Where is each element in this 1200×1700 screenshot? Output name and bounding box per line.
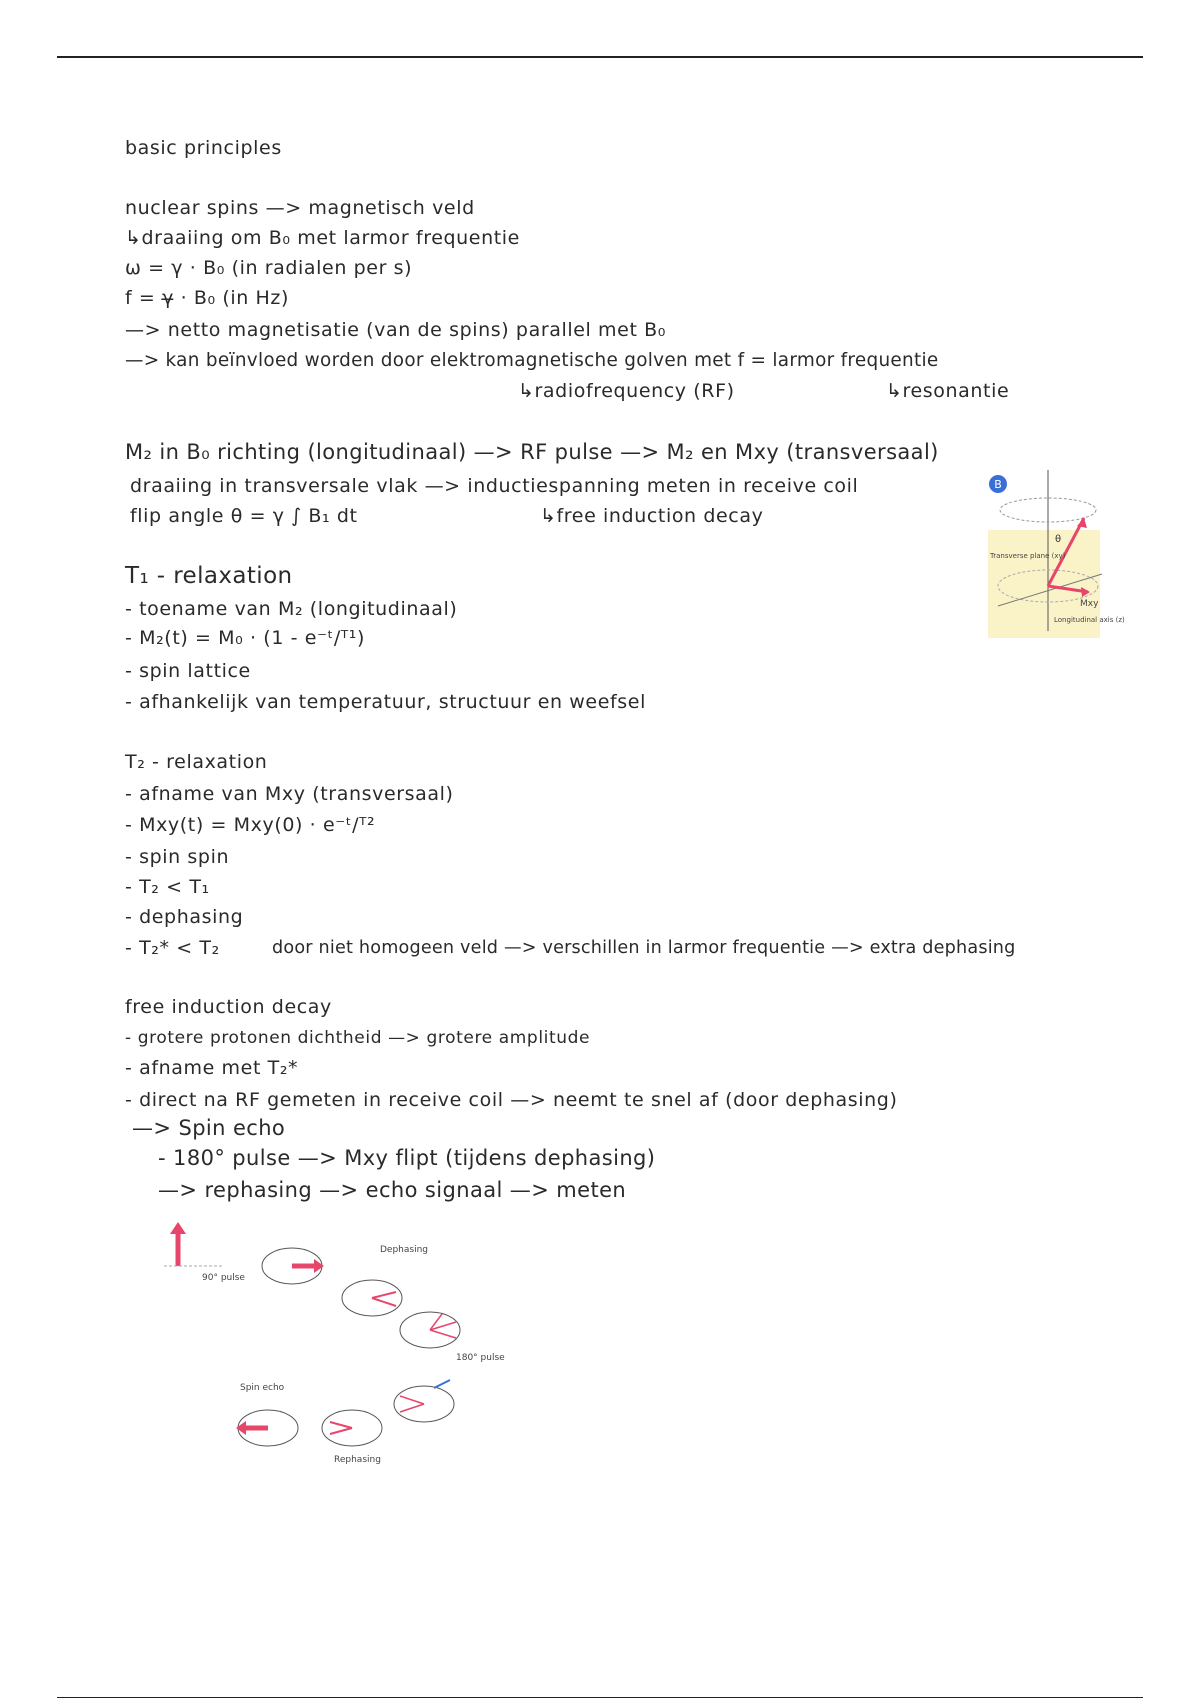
badge-label: B [994, 478, 1002, 491]
t2-bullet-1: - afname van Mxy (transversaal) [125, 783, 454, 805]
spin-arrow-2b [372, 1298, 396, 1306]
intro-line-3: ω = γ · B₀ (in radialen per s) [125, 257, 413, 279]
dephasing-label: Dephasing [380, 1245, 429, 1255]
intro-line-4: f = γ̶ · B₀ (in Hz) [125, 287, 289, 309]
rf-line-2: draaiing in transversale vlak —> inductiespanning meten in receive coil [130, 475, 859, 497]
fid-bullet-4: —> Spin echo [132, 1116, 286, 1140]
pulse-180-arrow [434, 1380, 450, 1388]
spin-arrow-5a [330, 1422, 352, 1428]
t2-bullet-5: - dephasing [125, 906, 244, 928]
t2-bullet-6-note: door niet homogeen veld —> verschillen in larmor frequentie —> extra dephasing [272, 938, 1016, 958]
spin-echo-label: Spin echo [240, 1383, 285, 1393]
pulse-90-label: 90° pulse [202, 1273, 245, 1283]
magnetization-diagram [984, 466, 1125, 638]
t1-bullet-2: - M₂(t) = M₀ · (1 - e⁻ᵗ/ᵀ¹) [125, 627, 366, 649]
spin-arrow-5b [330, 1428, 352, 1434]
intro-line-2: ↳draaiing om B₀ met larmor frequentie [125, 227, 520, 249]
initial-magnetization-arrowhead [170, 1222, 186, 1234]
spin-arrow-4b [400, 1404, 424, 1412]
spin-arrowhead-1 [314, 1259, 324, 1273]
intro-line-1: nuclear spins —> magnetisch veld [125, 197, 475, 219]
rf-line-1: M₂ in B₀ richting (longitudinaal) —> RF pulse —> M₂ en Mxy (transversaal) [125, 440, 939, 464]
fid-bullet-2: - afname met T₂* [125, 1057, 299, 1079]
top-rule [57, 56, 1143, 58]
fid-bullet-5: - 180° pulse —> Mxy flipt (tijdens dephasing) [158, 1146, 656, 1170]
transverse-label: Transverse plane (xy) [990, 552, 1066, 560]
rf-line-3-note: ↳free induction decay [540, 505, 764, 527]
longitudinal-label: Longitudinal axis (z) [1054, 616, 1125, 624]
t2-bullet-3: - spin spin [125, 846, 230, 868]
rf-line-3: flip angle θ = γ ∫ B₁ dt [130, 505, 358, 527]
pulse-180-label: 180° pulse [456, 1353, 505, 1363]
t1-bullet-4: - afhankelijk van temperatuur, structuur en weefsel [125, 691, 646, 713]
rephasing-label: Rephasing [334, 1455, 381, 1465]
intro-note-rf: ↳radiofrequency (RF) [518, 380, 735, 402]
intro-line-6: —> kan beïnvloed worden door elektromagnetische golven met f = larmor frequentie [125, 350, 939, 371]
bottom-rule [57, 1697, 1143, 1698]
theta-label: θ [1055, 534, 1062, 545]
fid-bullet-1: - grotere protonen dichtheid —> grotere amplitude [125, 1028, 591, 1048]
t1-bullet-3: - spin lattice [125, 660, 251, 682]
intro-note-resonance: ↳resonantie [886, 380, 1010, 402]
spin-arrow-4a [400, 1396, 424, 1404]
mxy-label: Mxy [1080, 599, 1099, 609]
t2-heading: T₂ - relaxation [125, 751, 268, 773]
t1-bullet-1: - toename van M₂ (longitudinaal) [125, 598, 458, 620]
fid-bullet-3: - direct na RF gemeten in receive coil —> neemt te snel af (door dephasing) [125, 1089, 898, 1111]
echo-arrowhead [236, 1421, 246, 1435]
spin-arrow-2a [372, 1292, 396, 1298]
fid-heading: free induction decay [125, 996, 332, 1018]
intro-line-5: —> netto magnetisatie (van de spins) parallel met B₀ [125, 319, 666, 341]
t2-bullet-4: - T₂ < T₁ [125, 876, 210, 898]
t1-heading: T₁ - relaxation [125, 563, 293, 589]
fid-bullet-6: —> rephasing —> echo signaal —> meten [158, 1178, 627, 1202]
page-title: basic principles [125, 137, 282, 159]
spin-echo-diagram [144, 1218, 505, 1468]
t2-bullet-2: - Mxy(t) = Mxy(0) · e⁻ᵗ/ᵀ² [125, 814, 376, 836]
t2-bullet-6: - T₂* < T₂ [125, 937, 220, 959]
spin-arrow-3b [430, 1330, 456, 1338]
